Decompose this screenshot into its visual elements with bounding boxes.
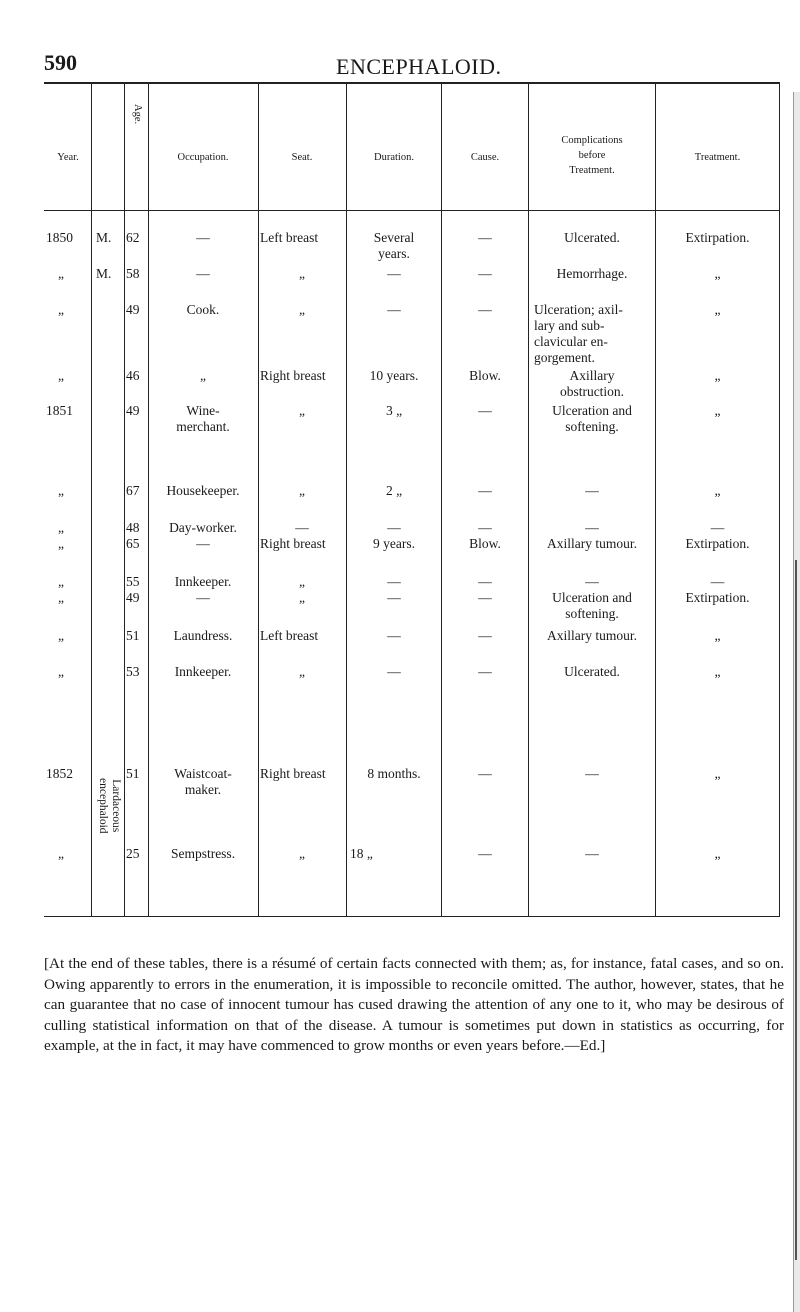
- editor-footnote: [At the end of these tables, there is a résumé of certain facts connected with them; as, for instance, fatal cases, and so on. Owing apparently to errors in the enumeration, it is impossible to reconcile omitted. The author, however, states, that he can guarantee that no case of innocent tumour has cused drawing the attention of any one to it, who may be desirous of culling statistical information on that of the disease. A tumour is sometimes put down in statistics as occurring, for example, at the in fact, it may have commenced to grow months or even years before.—Ed.]: [44, 955, 784, 1054]
- complications-cell: Axillary tumour.: [547, 628, 637, 643]
- complications-cell: Ulceration; axil- lary and sub- clavicular en- gorgement.: [534, 302, 623, 365]
- complications-cell: Ulcerated.: [564, 664, 620, 679]
- cause-cell: —: [478, 302, 492, 317]
- cause-cell: —: [478, 846, 492, 861]
- occupation-cell: Innkeeper.: [174, 664, 232, 679]
- age-cell: 55: [126, 574, 140, 589]
- header-duration: Duration.: [374, 152, 414, 163]
- column-divider: [528, 84, 529, 916]
- duration-cell: —: [387, 590, 401, 605]
- seat-cell: Left breast: [260, 230, 319, 245]
- complications-cell: —: [585, 483, 599, 498]
- header-cause: Cause.: [470, 152, 500, 163]
- complications-cell: Ulceration and softening.: [552, 403, 632, 434]
- cause-cell: —: [478, 766, 492, 781]
- treatment-cell: „: [714, 403, 721, 418]
- year-cell: „: [58, 628, 64, 643]
- seat-cell: „: [299, 483, 305, 498]
- age-cell: 67: [126, 483, 140, 498]
- cause-cell: —: [478, 266, 492, 281]
- header-occupation: Occupation.: [177, 152, 229, 163]
- treatment-cell: „: [714, 628, 721, 643]
- column-divider: [91, 84, 92, 916]
- occupation-cell: Housekeeper.: [166, 483, 240, 498]
- occupation-cell: Waistcoat- maker.: [174, 766, 232, 797]
- occupation-cell: Wine- merchant.: [176, 403, 230, 434]
- table-bottom-rule: [44, 916, 780, 917]
- header-year: Year.: [57, 152, 79, 163]
- occupation-cell: Cook.: [186, 302, 220, 317]
- complications-cell: Axillary tumour.: [547, 536, 637, 551]
- lardaceous-encephaloid-label: Lardaceous encephaloid: [97, 778, 122, 834]
- duration-cell: 3 „: [385, 403, 403, 418]
- occupation-cell: —: [196, 230, 210, 245]
- cause-cell: Blow.: [469, 368, 501, 383]
- seat-cell: „: [299, 403, 305, 418]
- complications-cell: Ulceration and softening.: [552, 590, 632, 621]
- seat-cell: Right breast: [260, 368, 326, 383]
- complications-cell: —: [585, 766, 599, 781]
- column-divider: [441, 84, 442, 916]
- seat-cell: „: [299, 266, 305, 281]
- running-head: ENCEPHALOID.: [336, 54, 502, 79]
- complications-cell: Ulcerated.: [564, 230, 620, 245]
- cause-cell: —: [478, 403, 492, 418]
- sex-cell: M.: [96, 266, 112, 281]
- occupation-cell: Day-worker.: [169, 520, 237, 535]
- duration-cell: —: [387, 628, 401, 643]
- duration-cell: 2 „: [385, 483, 403, 498]
- treatment-cell: —: [710, 520, 725, 535]
- complications-cell: Axillary obstruction.: [559, 368, 625, 399]
- age-cell: 62: [126, 230, 140, 245]
- header-treatment: Treatment.: [694, 152, 741, 163]
- header-age: Age.: [132, 104, 143, 125]
- seat-cell: Right breast: [260, 536, 326, 551]
- year-cell: „: [58, 368, 64, 383]
- duration-cell: 8 months.: [367, 766, 421, 781]
- age-cell: 25: [126, 846, 140, 861]
- treatment-cell: „: [714, 664, 721, 679]
- cause-cell: —: [478, 520, 492, 535]
- table-top-rule: [44, 82, 780, 84]
- column-divider: [346, 84, 347, 916]
- cause-cell: —: [478, 483, 492, 498]
- column-divider: [148, 84, 149, 916]
- duration-cell: —: [387, 302, 401, 317]
- age-cell: 49: [126, 302, 140, 317]
- age-cell: 46: [126, 368, 140, 383]
- age-cell: 51: [126, 766, 140, 781]
- seat-cell: Left breast: [260, 628, 319, 643]
- complications-cell: —: [585, 520, 599, 535]
- cause-cell: —: [478, 628, 492, 643]
- occupation-cell: Laundress.: [173, 628, 233, 643]
- year-cell: „: [58, 483, 64, 498]
- complications-cell: —: [585, 574, 599, 589]
- header-complications: Complications before Treatment.: [561, 135, 623, 176]
- treatment-cell: „: [714, 266, 721, 281]
- year-cell: „: [58, 574, 64, 589]
- column-divider: [779, 84, 780, 916]
- duration-cell: 10 years.: [369, 368, 419, 383]
- treatment-cell: Extirpation.: [685, 590, 750, 605]
- year-cell: „: [58, 664, 64, 679]
- age-cell: 58: [126, 266, 140, 281]
- cause-cell: Blow.: [469, 536, 501, 551]
- complications-cell: —: [585, 846, 599, 861]
- duration-cell: 18 „: [350, 846, 373, 861]
- cause-cell: —: [478, 590, 492, 605]
- occupation-cell: —: [196, 590, 210, 605]
- duration-cell: —: [387, 574, 401, 589]
- duration-cell: 9 years.: [373, 536, 415, 551]
- occupation-cell: —: [196, 266, 210, 281]
- seat-cell: „: [299, 574, 305, 589]
- year-cell: „: [58, 266, 64, 281]
- year-cell: „: [58, 302, 64, 317]
- occupation-cell: —: [196, 536, 210, 551]
- treatment-cell: „: [714, 368, 721, 383]
- duration-cell: —: [387, 266, 401, 281]
- occupation-cell: Innkeeper.: [174, 574, 232, 589]
- cause-cell: —: [478, 574, 492, 589]
- occupation-cell: „: [200, 368, 206, 383]
- treatment-cell: —: [710, 574, 725, 589]
- seat-cell: —: [295, 520, 309, 535]
- year-cell: „: [58, 520, 64, 535]
- year-cell: „: [58, 846, 64, 861]
- year-cell: 1850: [46, 230, 73, 245]
- cause-cell: —: [478, 664, 492, 679]
- page-edge-shadow: [795, 560, 797, 1260]
- cause-cell: —: [478, 230, 492, 245]
- duration-cell: Several years.: [373, 230, 415, 261]
- year-cell: 1852: [46, 766, 73, 781]
- duration-cell: —: [387, 520, 401, 535]
- seat-cell: „: [299, 846, 305, 861]
- treatment-cell: Extirpation.: [685, 230, 750, 245]
- table-header-rule: [44, 210, 780, 211]
- column-divider: [124, 84, 125, 916]
- complications-cell: Hemorrhage.: [556, 266, 628, 281]
- age-cell: 53: [126, 664, 140, 679]
- seat-cell: „: [299, 302, 305, 317]
- column-divider: [258, 84, 259, 916]
- sex-cell: M.: [96, 230, 112, 245]
- year-cell: „: [58, 536, 64, 551]
- seat-cell: „: [299, 664, 305, 679]
- age-cell: 51: [126, 628, 140, 643]
- age-cell: 49: [126, 403, 140, 418]
- seat-cell: „: [299, 590, 305, 605]
- duration-cell: —: [387, 664, 401, 679]
- age-cell: 65: [126, 536, 140, 551]
- treatment-cell: „: [714, 483, 721, 498]
- treatment-cell: „: [714, 846, 721, 861]
- seat-cell: Right breast: [260, 766, 326, 781]
- column-divider: [655, 84, 656, 916]
- page-number: 590: [44, 50, 77, 75]
- treatment-cell: Extirpation.: [685, 536, 750, 551]
- age-cell: 49: [126, 590, 140, 605]
- treatment-cell: „: [714, 302, 721, 317]
- treatment-cell: „: [714, 766, 721, 781]
- header-seat: Seat.: [291, 152, 313, 163]
- age-cell: 48: [126, 520, 140, 535]
- occupation-cell: Sempstress.: [170, 846, 236, 861]
- year-cell: 1851: [46, 403, 73, 418]
- year-cell: „: [58, 590, 64, 605]
